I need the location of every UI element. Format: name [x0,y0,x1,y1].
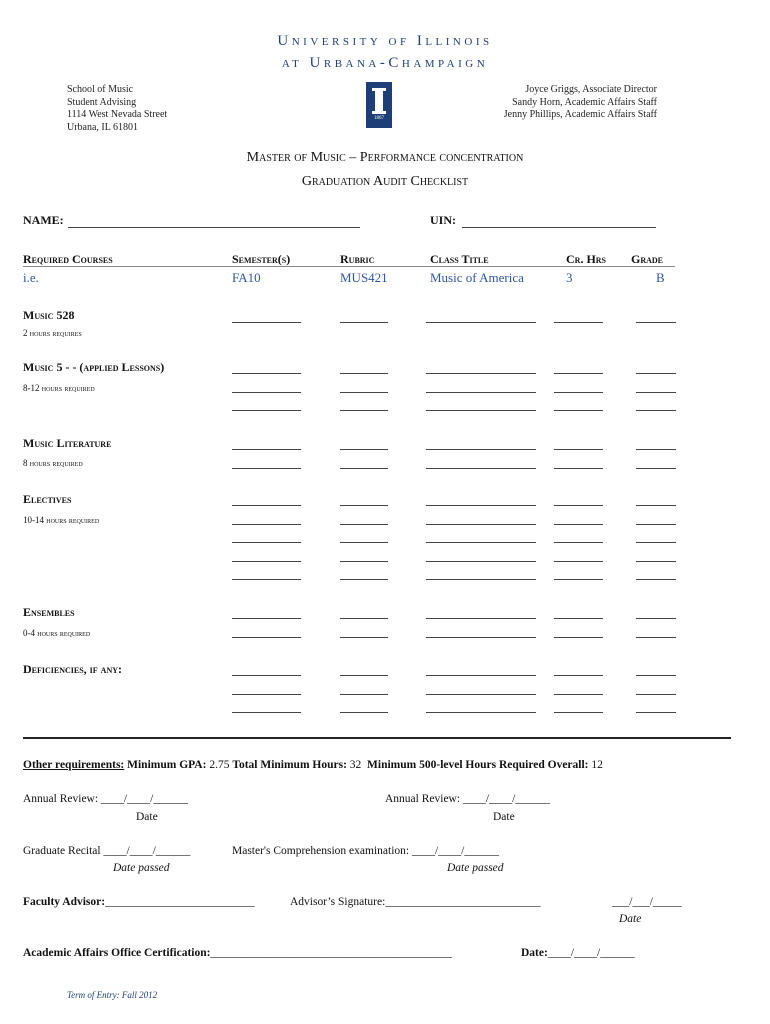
column-class-title: Class Title [430,252,489,266]
grade-blank[interactable] [636,410,676,411]
rubric-blank[interactable] [340,637,388,638]
example-cr-hrs: 3 [566,270,573,285]
class-title-blank[interactable] [426,373,536,374]
advisor-date-caption: Date [619,913,642,925]
section-title: Music 5 - - (applied Lessons) [23,360,165,374]
class-title-blank[interactable] [426,712,536,713]
grade-blank[interactable] [636,637,676,638]
class-title-blank[interactable] [426,449,536,450]
cr-hrs-blank[interactable] [554,524,603,525]
uin-label: UIN: [430,213,456,227]
semester-blank[interactable] [232,373,301,374]
grade-blank[interactable] [636,542,676,543]
grade-blank[interactable] [636,579,676,580]
cr-hrs-blank[interactable] [554,410,603,411]
header-rule [23,266,675,267]
office-certification [23,947,452,959]
class-title-blank[interactable] [426,392,536,393]
column-required-courses: Required Courses [23,252,113,266]
staff-line: Jenny Phillips, Academic Affairs Staff [503,109,657,120]
semester-blank[interactable] [232,579,301,580]
cr-hrs-blank[interactable] [554,322,603,323]
grade-blank[interactable] [636,505,676,506]
section-requirement: 8 hours required [23,458,83,468]
rubric-blank[interactable] [340,694,388,695]
term-of-entry: Term of Entry: Fall 2012 [67,990,158,1000]
cr-hrs-blank[interactable] [554,561,603,562]
faculty-advisor [23,896,255,908]
other-requirements [23,759,603,771]
advisor-signature-field[interactable]: ___________________________ [385,896,541,908]
rubric-blank[interactable] [340,618,388,619]
staff-list [504,84,657,122]
university-logo [366,82,392,128]
graduate-recital[interactable]: Graduate Recital ____/____/______ [23,845,191,857]
advisor-signature-label: Advisor’s Signature: [290,896,386,908]
faculty-advisor-label: Faculty Advisor: [23,896,106,908]
rubric-blank[interactable] [340,373,388,374]
exam-date-caption: Date passed [447,862,504,874]
section-requirement: 8-12 hours required [23,383,95,393]
certification-label: Academic Affairs Office Certification: [23,947,211,959]
example-grade: B [656,270,665,285]
semester-blank[interactable] [232,449,301,450]
grade-blank[interactable] [636,712,676,713]
cr-hrs-blank[interactable] [554,373,603,374]
comprehensive-exam[interactable]: Master's Comprehension examination: ____/____/______ [232,845,499,857]
annual-review-1-date-caption: Date [136,811,158,823]
other-requirements-label: Other requirements: [23,759,125,771]
grade-blank[interactable] [636,449,676,450]
semester-blank[interactable] [232,468,301,469]
rubric-blank[interactable] [340,712,388,713]
semester-blank[interactable] [232,322,301,323]
document-title: Master of Music – Performance concentration [246,150,524,165]
document-subtitle: Graduation Audit Checklist [301,174,469,189]
total-hours-label: Total Minimum Hours: [232,759,347,771]
semester-blank[interactable] [232,694,301,695]
total-hours-value: 32 [349,759,362,771]
example-class-title: Music of America [430,270,524,285]
section-title: Deficiencies, if any: [23,662,123,676]
grade-blank[interactable] [636,392,676,393]
rubric-blank[interactable] [340,468,388,469]
class-title-blank[interactable] [426,637,536,638]
example-label: i.e. [23,270,39,285]
example-semester: FA10 [232,270,261,285]
class-title-blank[interactable] [426,524,536,525]
certification-date-field[interactable]: ____/____/______ [547,947,635,959]
gpa-label: Minimum GPA: [127,759,207,771]
section-requirement: 0-4 hours required [23,628,91,638]
section-title: Music Literature [23,436,112,450]
class-title-blank[interactable] [426,579,536,580]
grade-blank[interactable] [636,373,676,374]
staff-line: Joyce Griggs, Associate Director [525,84,657,95]
semester-blank[interactable] [232,392,301,393]
class-title-blank[interactable] [426,542,536,543]
semester-blank[interactable] [232,712,301,713]
column-grade: Grade [631,252,664,266]
name-label: NAME: [23,213,64,227]
semester-blank[interactable] [232,618,301,619]
cr-hrs-blank[interactable] [554,505,603,506]
section-title: Ensembles [23,605,75,619]
staff-line: Sandy Horn, Academic Affairs Staff [512,96,657,108]
semester-blank[interactable] [232,542,301,543]
cr-hrs-blank[interactable] [554,579,603,580]
cr-hrs-blank[interactable] [554,712,603,713]
semester-blank[interactable] [232,410,301,411]
semester-blank[interactable] [232,637,301,638]
faculty-advisor-field[interactable]: __________________________ [105,896,255,908]
rubric-blank[interactable] [340,410,388,411]
grade-blank[interactable] [636,322,676,323]
class-title-blank[interactable] [426,694,536,695]
section-requirement: 10-14 hours required [23,515,100,525]
rubric-blank[interactable] [340,449,388,450]
rubric-blank[interactable] [340,524,388,525]
semester-blank[interactable] [232,675,301,676]
rubric-blank[interactable] [340,675,388,676]
column-cr-hrs: Cr. Hrs [566,252,607,266]
grade-blank[interactable] [636,618,676,619]
class-title-blank[interactable] [426,322,536,323]
address-line: Student Advising [67,96,137,108]
address-line: School of Music [67,84,134,95]
certification-field[interactable]: __________________________________________ [210,947,452,959]
column-rubric: Rubric [340,252,375,266]
grade-blank[interactable] [636,694,676,695]
uin-field[interactable] [462,227,656,228]
cr-hrs-blank[interactable] [554,675,603,676]
annual-review-1[interactable]: Annual Review: ____/____/______ [23,793,188,805]
level-hours-label: Minimum 500-level Hours Required Overall: [367,759,589,771]
advisor-signature [290,896,541,908]
section-requirement: 2 hours requires [23,328,82,338]
class-title-blank[interactable] [426,468,536,469]
rubric-blank[interactable] [340,505,388,506]
level-hours-value: 12 [591,759,603,771]
cr-hrs-blank[interactable] [554,618,603,619]
grade-blank[interactable] [636,468,676,469]
cr-hrs-blank[interactable] [554,449,603,450]
column-semesters: Semester(s) [232,252,291,266]
annual-review-2[interactable]: Annual Review: ____/____/______ [385,793,550,805]
rubric-blank[interactable] [340,561,388,562]
certification-date-label: Date: [521,947,548,959]
logo-year: 1867 [374,116,384,121]
rubric-blank[interactable] [340,542,388,543]
class-title-blank[interactable] [426,618,536,619]
grade-blank[interactable] [636,675,676,676]
semester-blank[interactable] [232,561,301,562]
section-title: Electives [23,492,72,506]
address-line: Urbana, IL 61801 [67,121,138,133]
semester-blank[interactable] [232,505,301,506]
class-title-blank[interactable] [426,410,536,411]
cr-hrs-blank[interactable] [554,468,603,469]
annual-review-2-date-caption: Date [493,811,515,823]
recital-date-caption: Date passed [113,862,170,874]
university-name-line2: at Urbana-Champaign [281,55,489,71]
section-divider [23,737,731,739]
grade-blank[interactable] [636,524,676,525]
cr-hrs-blank[interactable] [554,637,603,638]
rubric-blank[interactable] [340,322,388,323]
school-address [67,84,167,134]
advisor-date-field[interactable]: ___/___/_____ [612,896,682,908]
class-title-blank[interactable] [426,675,536,676]
cr-hrs-blank[interactable] [554,542,603,543]
address-line: 1114 West Nevada Street [67,109,168,120]
university-name-line1: University of Illinois [277,33,493,49]
cr-hrs-blank[interactable] [554,694,603,695]
cr-hrs-blank[interactable] [554,392,603,393]
rubric-blank[interactable] [340,579,388,580]
name-field[interactable] [68,227,360,228]
class-title-blank[interactable] [426,505,536,506]
section-title: Music 528 [23,308,75,322]
rubric-blank[interactable] [340,392,388,393]
example-rubric: MUS421 [340,270,388,285]
semester-blank[interactable] [232,524,301,525]
certification-date [521,947,635,959]
gpa-value: 2.75 [209,759,230,771]
class-title-blank[interactable] [426,561,536,562]
grade-blank[interactable] [636,561,676,562]
